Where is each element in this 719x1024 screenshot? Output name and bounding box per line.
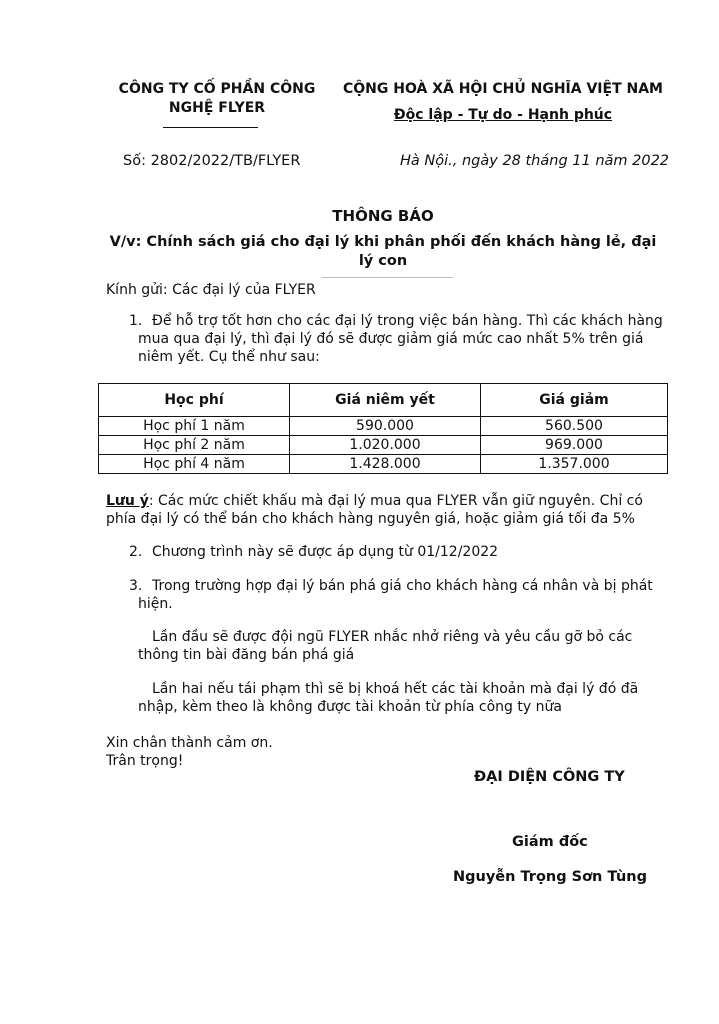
nation-title: CỘNG HOÀ XÃ HỘI CHỦ NGHĨA VIỆT NAM [342,81,663,97]
item-3-line1: Trong trường hợp đại lý bán phá giá cho khách hàng cá nhân và bị phát [152,578,653,594]
place-date: Hà Nội., ngày 28 tháng 11 năm 2022 [400,153,670,169]
cell-tuition: Học phí 4 năm [99,455,290,474]
document-title: THÔNG BÁO [332,207,434,225]
cell-tuition: Học phí 2 năm [99,436,290,455]
cell-tuition: Học phí 1 năm [99,417,290,436]
subject-divider [322,277,453,278]
item-1-line1: Để hỗ trợ tốt hơn cho các đại lý trong việc bán hàng. Thì các khách hàng [152,313,663,329]
item-3-sub1-line2: thông tin bài đăng bán phá giá [138,647,355,663]
closing-thanks: Xin chân thành cảm ơn. [106,735,273,751]
note-line2: phía đại lý có thể bán cho khách hàng nguyên giá, hoặc giảm giá tối đa 5% [106,511,635,527]
item-3-sub1-line1: Lần đầu sẽ được đội ngũ FLYER nhắc nhở riêng và yêu cầu gỡ bỏ các [152,629,633,645]
table-row [99,436,668,455]
item-3-sub2-line1: Lần hai nếu tái phạm thì sẽ bị khoá hết các tài khoản mà đại lý đó đã [152,681,639,697]
item-3-sub2 [138,680,672,716]
item-1-line2: mua qua đại lý, thì đại lý đó sẽ được giảm giá mức cao nhất 5% trên giá [138,331,644,347]
company-name [110,80,324,118]
subject-line2: lý con [358,253,408,269]
pricing-table [98,383,668,474]
table-header-row [99,384,668,417]
note-label: Lưu ý [106,493,149,509]
cell-discount-price: 1.357.000 [481,455,668,474]
cell-discount-price: 969.000 [481,436,668,455]
recipient: Kính gửi: Các đại lý của FLYER [106,282,316,298]
item-number-3: 3. [129,578,143,594]
subject-line1: V/v: Chính sách giá cho đại lý khi phân phối đến khách hàng lẻ, đại [109,234,657,250]
signature-representative: ĐẠI DIỆN CÔNG TY [474,769,625,785]
national-motto: Độc lập - Tự do - Hạnh phúc [393,107,613,123]
item-3-sub1 [138,628,672,664]
note [106,492,676,528]
item-1-line3: niêm yết. Cụ thể như sau: [138,349,320,365]
header-discount-price: Giá giảm [481,384,668,417]
cell-list-price: 590.000 [290,417,481,436]
company-name-line1: CÔNG TY CỐ PHẦN CÔNG [118,81,316,97]
note-line1: : Các mức chiết khấu mà đại lý mua qua FLYER vẫn giữ nguyên. Chỉ có [148,493,643,509]
item-1-text [138,312,672,366]
signature-name: Nguyễn Trọng Sơn Tùng [453,869,647,885]
header-list-price: Giá niêm yết [290,384,481,417]
item-3-line2: hiện. [138,596,173,612]
item-number-2: 2. [129,544,143,560]
company-name-line2: NGHỆ FLYER [168,100,266,116]
closing [106,734,273,770]
cell-list-price: 1.020.000 [290,436,481,455]
item-2-text: Chương trình này sẽ được áp dụng từ 01/12/2022 [152,544,499,560]
document-number: Số: 2802/2022/TB/FLYER [123,153,301,169]
cell-list-price: 1.428.000 [290,455,481,474]
company-underline [163,127,258,128]
item-3-sub2-line2: nhập, kèm theo là không được tài khoản từ phía công ty nữa [138,699,562,715]
document-subject [98,233,668,271]
table-row [99,417,668,436]
signature-position: Giám đốc [512,834,588,850]
table-row [99,455,668,474]
closing-regards: Trân trọng! [106,753,184,769]
item-number-1: 1. [129,313,143,329]
cell-discount-price: 560.500 [481,417,668,436]
header-tuition: Học phí [99,384,290,417]
item-3-text [138,577,672,613]
